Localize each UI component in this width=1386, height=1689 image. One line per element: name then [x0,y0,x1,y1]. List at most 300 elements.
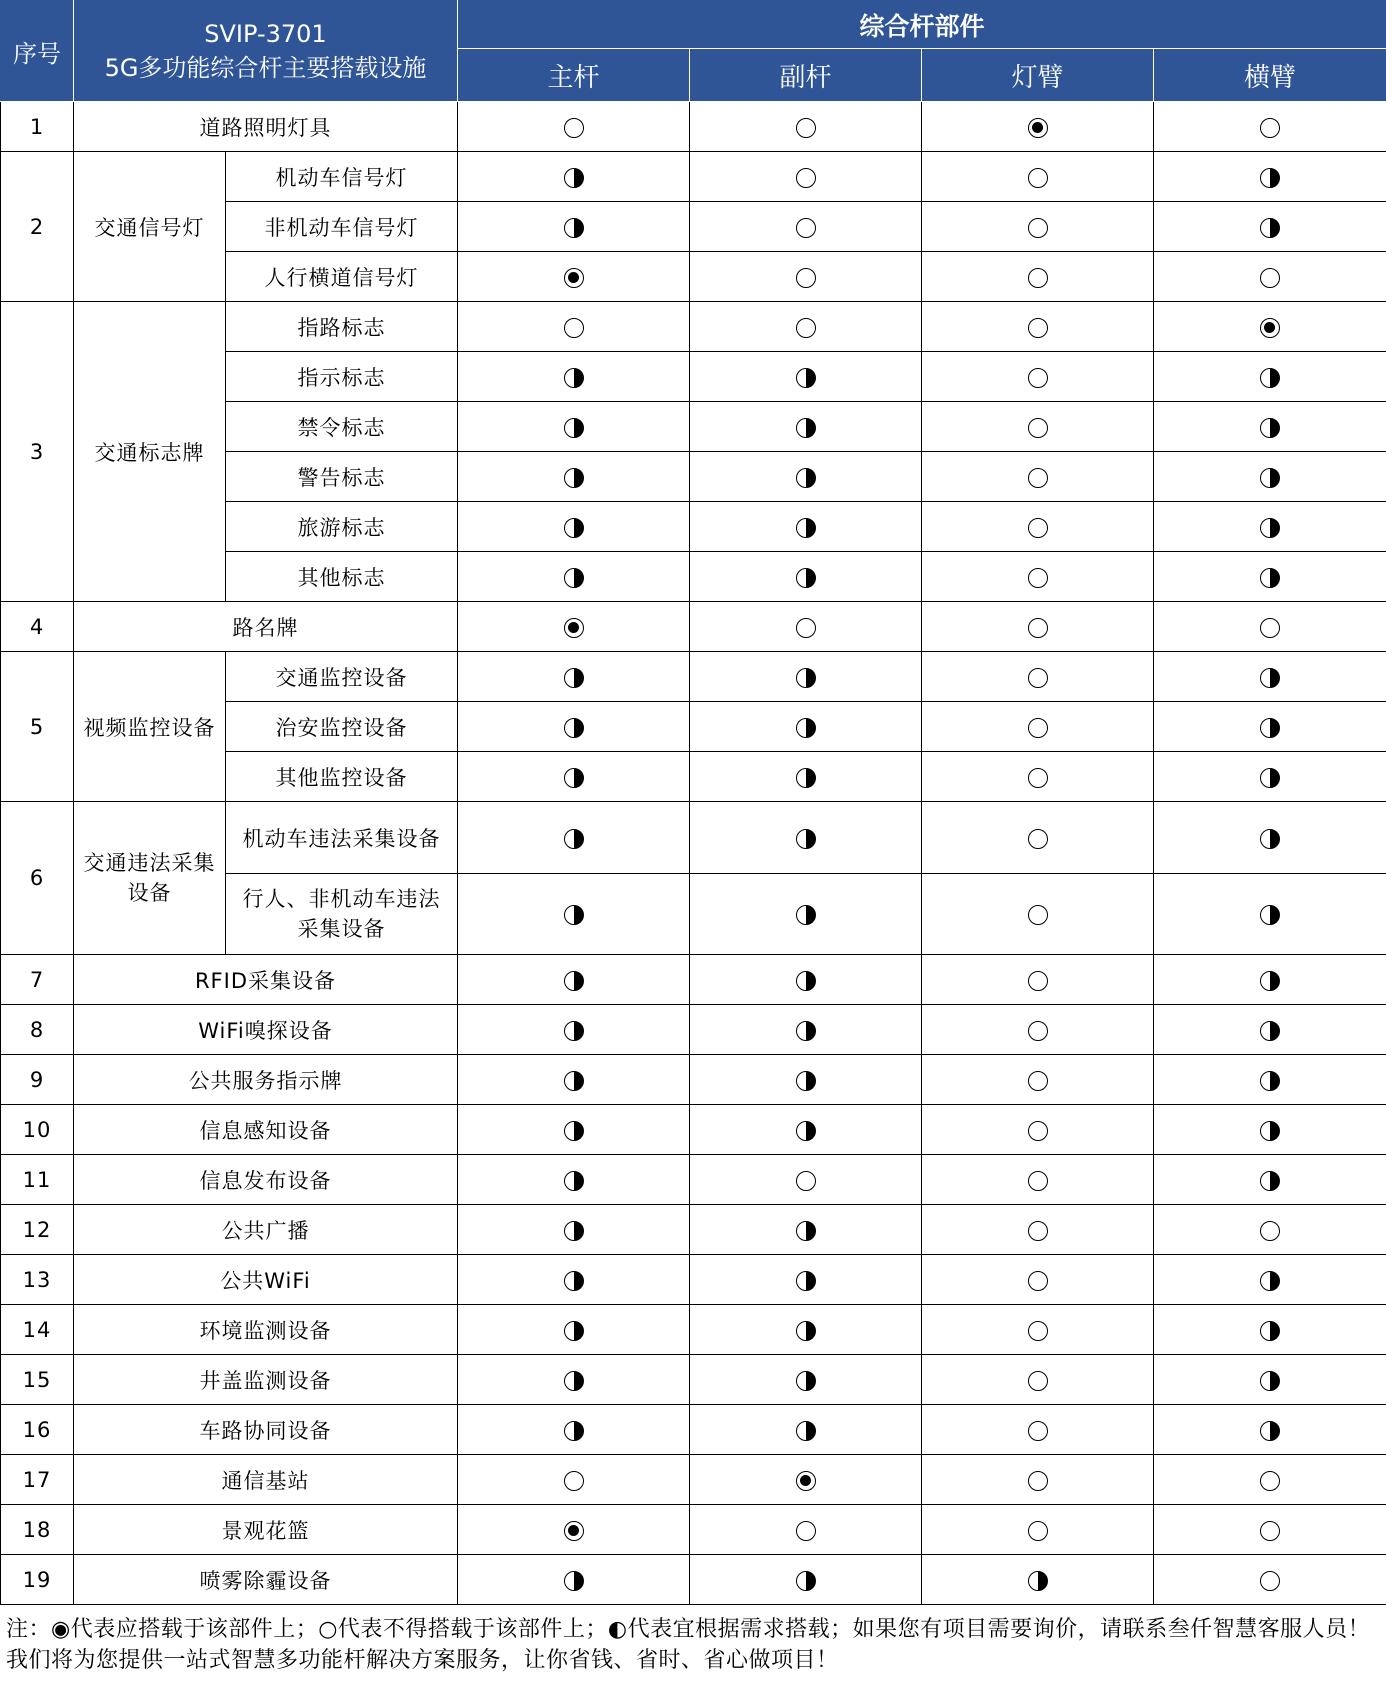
mount-optional-icon [796,1571,816,1591]
mount-optional-icon [796,1121,816,1141]
mark-cell-sub-pole [690,1505,922,1555]
group-name [74,802,226,955]
mount-forbidden-icon [1260,1471,1280,1491]
mount-optional-icon [796,1221,816,1241]
mark-cell-lamp-arm [922,702,1154,752]
row-seq: 1 [1,102,74,152]
row-seq: 7 [1,955,74,1005]
mount-forbidden-icon [564,118,584,138]
mount-forbidden-icon [1028,1421,1048,1441]
mount-optional-icon [796,768,816,788]
row-name: 井盖监测设备 [74,1355,458,1405]
sub-name: 治安监控设备 [226,702,458,752]
mark-cell-lamp-arm [922,102,1154,152]
row-name: 环境监测设备 [74,1305,458,1355]
mount-forbidden-icon [1028,268,1048,288]
mark-cell-main-pole [458,552,690,602]
mark-cell-lamp-arm [922,752,1154,802]
mark-cell-lamp-arm [922,1355,1154,1405]
mark-cell-main-pole [458,955,690,1005]
mark-cell-cross-arm [1154,1555,1386,1605]
row-seq: 2 [1,152,74,302]
mount-forbidden-icon [1028,829,1048,849]
mark-cell-sub-pole [690,1005,922,1055]
mark-cell-lamp-arm [922,1105,1154,1155]
row-seq: 17 [1,1455,74,1505]
mark-cell-cross-arm [1154,102,1386,152]
table-row [1,1255,1386,1305]
sub-name: 旅游标志 [226,502,458,552]
row-name: 公共广播 [74,1205,458,1255]
mount-optional-icon [564,168,584,188]
row-seq: 19 [1,1555,74,1605]
mount-optional-icon [796,568,816,588]
mount-forbidden-icon [1260,268,1280,288]
header-col-sub-pole: 副杆 [690,49,922,102]
mark-cell-cross-arm [1154,702,1386,752]
table-row [1,1005,1386,1055]
mount-forbidden-icon [1260,1521,1280,1541]
row-seq: 10 [1,1105,74,1155]
mark-cell-main-pole [458,874,690,955]
mark-cell-main-pole [458,452,690,502]
mark-cell-sub-pole [690,252,922,302]
mount-forbidden-icon [796,618,816,638]
table-row [1,1505,1386,1555]
mount-optional-icon [564,829,584,849]
mark-cell-sub-pole [690,1455,922,1505]
mark-cell-cross-arm [1154,452,1386,502]
mark-cell-sub-pole [690,752,922,802]
mount-optional-icon [1260,518,1280,538]
mark-cell-sub-pole [690,402,922,452]
row-name: 路名牌 [74,602,458,652]
mark-cell-cross-arm [1154,502,1386,552]
header-title-line2: 5G多功能综合杆主要搭载设施 [104,54,427,82]
mark-cell-sub-pole [690,955,922,1005]
mount-forbidden-icon [1028,468,1048,488]
mount-optional-icon [796,718,816,738]
mark-cell-sub-pole [690,602,922,652]
header-group: 综合杆部件 [458,1,1386,49]
mount-optional-icon [796,1271,816,1291]
table-row [1,102,1386,152]
sub-name: 警告标志 [226,452,458,502]
mark-cell-sub-pole [690,1555,922,1605]
mark-cell-main-pole [458,302,690,352]
row-seq: 8 [1,1005,74,1055]
mount-forbidden-icon [1028,568,1048,588]
group-name-line1: 交通违法采集 [83,851,216,875]
mount-optional-icon [1260,1071,1280,1091]
row-name: 车路协同设备 [74,1405,458,1455]
mark-cell-cross-arm [1154,202,1386,252]
mount-optional-icon [1260,768,1280,788]
table-row [1,1205,1386,1255]
mark-cell-lamp-arm [922,1405,1154,1455]
mark-cell-cross-arm [1154,802,1386,874]
group-name: 视频监控设备 [74,652,226,802]
mount-optional-icon [1260,468,1280,488]
mount-optional-icon [1260,1321,1280,1341]
header-seq: 序号 [1,1,74,102]
mount-optional-icon [1260,1121,1280,1141]
mount-forbidden-icon [1028,1471,1048,1491]
mount-optional-icon [1260,568,1280,588]
mark-cell-main-pole [458,152,690,202]
mount-optional-icon [1260,218,1280,238]
mount-optional-icon [796,1371,816,1391]
table-row [1,1455,1386,1505]
row-name: 景观花篮 [74,1505,458,1555]
sub-name: 机动车违法采集设备 [226,802,458,874]
row-seq: 3 [1,302,74,602]
sub-name: 交通监控设备 [226,652,458,702]
mark-cell-cross-arm [1154,1405,1386,1455]
mark-cell-lamp-arm [922,802,1154,874]
mark-cell-cross-arm [1154,1355,1386,1405]
mark-cell-sub-pole [690,202,922,252]
table-row [1,1105,1386,1155]
mark-cell-sub-pole [690,1055,922,1105]
mark-cell-main-pole [458,1005,690,1055]
mount-forbidden-icon [1028,368,1048,388]
row-name: 公共WiFi [74,1255,458,1305]
row-seq: 6 [1,802,74,955]
mark-cell-lamp-arm [922,652,1154,702]
mark-cell-cross-arm [1154,752,1386,802]
table-row [1,152,1386,202]
table-row [1,302,1386,352]
mount-forbidden-icon [1028,1171,1048,1191]
mark-cell-cross-arm [1154,402,1386,452]
mount-optional-icon [796,418,816,438]
mark-cell-main-pole [458,1055,690,1105]
row-name: 喷雾除霾设备 [74,1555,458,1605]
mount-forbidden-icon [1028,1521,1048,1541]
sub-name: 非机动车信号灯 [226,202,458,252]
mark-cell-lamp-arm [922,202,1154,252]
mount-optional-icon [564,1271,584,1291]
mark-cell-main-pole [458,1505,690,1555]
sub-name-line2: 采集设备 [297,917,386,941]
mark-cell-sub-pole [690,502,922,552]
mark-cell-cross-arm [1154,1505,1386,1555]
mount-optional-icon [564,971,584,991]
sub-name: 人行横道信号灯 [226,252,458,302]
sub-name: 其他监控设备 [226,752,458,802]
mark-cell-cross-arm [1154,652,1386,702]
mount-forbidden-icon [1028,1271,1048,1291]
mark-cell-main-pole [458,602,690,652]
table-row [1,1305,1386,1355]
header-title-line1: SVIP-3701 [204,20,327,48]
mark-cell-lamp-arm [922,452,1154,502]
mount-optional-icon [564,718,584,738]
mount-forbidden-icon [796,168,816,188]
mark-cell-main-pole [458,502,690,552]
mount-optional-icon [1260,1371,1280,1391]
mark-cell-lamp-arm [922,502,1154,552]
mount-optional-icon [564,518,584,538]
mount-forbidden-icon [796,1521,816,1541]
mount-optional-icon [564,668,584,688]
mount-optional-icon [1260,1271,1280,1291]
header-col-cross-arm: 横臂 [1154,49,1386,102]
mark-cell-sub-pole [690,652,922,702]
mark-cell-lamp-arm [922,1255,1154,1305]
row-seq: 9 [1,1055,74,1105]
mount-optional-icon [564,1571,584,1591]
row-seq: 15 [1,1355,74,1405]
mark-cell-main-pole [458,102,690,152]
mark-cell-main-pole [458,1455,690,1505]
mount-forbidden-icon [1028,168,1048,188]
footnote: 注：◉代表应搭载于该部件上；○代表不得搭载于该部件上；◐代表宜根据需求搭载；如果您有项目需要询价，请联系叁仟智慧客服人员！我们将为您提供一站式智慧多功能杆解决方案服务，让你省钱、省时、省心做项目！ [6,1617,1371,1673]
mount-forbidden-icon [1260,618,1280,638]
mount-optional-icon [564,1121,584,1141]
mark-cell-sub-pole [690,1255,922,1305]
mark-cell-main-pole [458,1255,690,1305]
mark-cell-lamp-arm [922,1205,1154,1255]
mount-optional-icon [796,1071,816,1091]
mark-cell-cross-arm [1154,352,1386,402]
mark-cell-main-pole [458,702,690,752]
mount-forbidden-icon [796,318,816,338]
mark-cell-sub-pole [690,302,922,352]
mount-forbidden-icon [796,118,816,138]
mount-optional-icon [564,1021,584,1041]
mount-forbidden-icon [1260,1571,1280,1591]
mount-forbidden-icon [1028,668,1048,688]
mark-cell-main-pole [458,1305,690,1355]
mount-forbidden-icon [1028,518,1048,538]
mount-forbidden-icon [1028,718,1048,738]
mark-cell-main-pole [458,1405,690,1455]
mark-cell-sub-pole [690,352,922,402]
mark-cell-cross-arm [1154,602,1386,652]
mount-optional-icon [1260,1421,1280,1441]
mount-forbidden-icon [796,268,816,288]
row-name: WiFi嗅探设备 [74,1005,458,1055]
row-seq: 11 [1,1155,74,1205]
mount-required-icon [796,1471,816,1491]
header-col-main-pole: 主杆 [458,49,690,102]
mark-cell-lamp-arm [922,1555,1154,1605]
mount-optional-icon [796,468,816,488]
mark-cell-lamp-arm [922,1155,1154,1205]
mount-optional-icon [796,829,816,849]
mark-cell-main-pole [458,252,690,302]
row-name: 信息发布设备 [74,1155,458,1205]
mount-optional-icon [564,905,584,925]
sub-name: 指示标志 [226,352,458,402]
mark-cell-lamp-arm [922,1055,1154,1105]
table-row [1,1555,1386,1605]
mark-cell-main-pole [458,1155,690,1205]
mark-cell-main-pole [458,752,690,802]
row-name: 道路照明灯具 [74,102,458,152]
mark-cell-cross-arm [1154,874,1386,955]
mark-cell-cross-arm [1154,152,1386,202]
mount-optional-icon [1260,1021,1280,1041]
mount-forbidden-icon [564,318,584,338]
mark-cell-cross-arm [1154,1205,1386,1255]
mount-optional-icon [564,468,584,488]
mount-optional-icon [1260,368,1280,388]
mark-cell-main-pole [458,1105,690,1155]
mark-cell-sub-pole [690,1405,922,1455]
mark-cell-lamp-arm [922,1305,1154,1355]
header-col-lamp-arm: 灯臂 [922,49,1154,102]
mount-optional-icon [564,418,584,438]
mount-forbidden-icon [1028,318,1048,338]
mount-optional-icon [1260,829,1280,849]
mark-cell-cross-arm [1154,552,1386,602]
mount-optional-icon [564,1421,584,1441]
mark-cell-sub-pole [690,102,922,152]
row-seq: 12 [1,1205,74,1255]
mount-forbidden-icon [1028,618,1048,638]
mount-forbidden-icon [1028,905,1048,925]
row-name: 公共服务指示牌 [74,1055,458,1105]
mark-cell-cross-arm [1154,1455,1386,1505]
group-name: 交通信号灯 [74,152,226,302]
sub-name: 其他标志 [226,552,458,602]
mount-forbidden-icon [796,1171,816,1191]
mark-cell-main-pole [458,1205,690,1255]
row-seq: 5 [1,652,74,802]
mark-cell-sub-pole [690,1205,922,1255]
mount-optional-icon [564,368,584,388]
mark-cell-lamp-arm [922,352,1154,402]
mount-required-icon [564,1521,584,1541]
mount-optional-icon [796,1321,816,1341]
group-name-line2: 设备 [127,881,172,905]
mark-cell-lamp-arm [922,402,1154,452]
mark-cell-sub-pole [690,152,922,202]
mount-optional-icon [796,668,816,688]
mount-forbidden-icon [1028,1021,1048,1041]
mount-optional-icon [1260,1171,1280,1191]
mount-required-icon [564,618,584,638]
mount-optional-icon [1260,168,1280,188]
mount-optional-icon [1260,418,1280,438]
mark-cell-main-pole [458,802,690,874]
mark-cell-cross-arm [1154,1055,1386,1105]
mark-cell-cross-arm [1154,1005,1386,1055]
row-name: RFID采集设备 [74,955,458,1005]
mark-cell-cross-arm [1154,1155,1386,1205]
mount-forbidden-icon [1028,418,1048,438]
mount-optional-icon [1260,905,1280,925]
mount-optional-icon [564,1321,584,1341]
mark-cell-lamp-arm [922,302,1154,352]
mount-optional-icon [564,1371,584,1391]
mark-cell-lamp-arm [922,252,1154,302]
mark-cell-cross-arm [1154,1105,1386,1155]
table-row [1,602,1386,652]
table-row [1,1055,1386,1105]
mark-cell-sub-pole [690,1355,922,1405]
mount-optional-icon [564,1171,584,1191]
mark-cell-lamp-arm [922,152,1154,202]
mark-cell-main-pole [458,652,690,702]
table-row [1,1405,1386,1455]
mark-cell-cross-arm [1154,1305,1386,1355]
mount-optional-icon [564,768,584,788]
mark-cell-sub-pole [690,874,922,955]
mark-cell-lamp-arm [922,602,1154,652]
mount-required-icon [1260,318,1280,338]
mark-cell-lamp-arm [922,1505,1154,1555]
mark-cell-main-pole [458,1355,690,1405]
mount-forbidden-icon [1028,971,1048,991]
mount-forbidden-icon [564,1471,584,1491]
mark-cell-sub-pole [690,552,922,602]
mount-forbidden-icon [1028,1371,1048,1391]
mount-forbidden-icon [1260,118,1280,138]
header-title [74,1,458,102]
table-row [1,1355,1386,1405]
mount-forbidden-icon [1260,1221,1280,1241]
table-row [1,652,1386,702]
mount-optional-icon [564,568,584,588]
mount-optional-icon [796,905,816,925]
mount-optional-icon [564,218,584,238]
mark-cell-lamp-arm [922,874,1154,955]
mount-optional-icon [1260,718,1280,738]
mount-optional-icon [796,368,816,388]
mark-cell-lamp-arm [922,955,1154,1005]
mark-cell-sub-pole [690,702,922,752]
mount-optional-icon [1260,971,1280,991]
sub-name: 机动车信号灯 [226,152,458,202]
row-name: 通信基站 [74,1455,458,1505]
mount-forbidden-icon [796,218,816,238]
mark-cell-main-pole [458,402,690,452]
mount-forbidden-icon [1028,1321,1048,1341]
mount-optional-icon [1028,1571,1048,1591]
row-seq: 13 [1,1255,74,1305]
mount-optional-icon [564,1221,584,1241]
mark-cell-sub-pole [690,1305,922,1355]
table-row [1,802,1386,874]
mount-optional-icon [796,1421,816,1441]
mark-cell-sub-pole [690,452,922,502]
sub-name [226,874,458,955]
mark-cell-main-pole [458,352,690,402]
mount-forbidden-icon [1028,768,1048,788]
table-row [1,1155,1386,1205]
mount-optional-icon [564,1071,584,1091]
row-seq: 16 [1,1405,74,1455]
row-seq: 4 [1,602,74,652]
mount-optional-icon [796,518,816,538]
mark-cell-lamp-arm [922,1005,1154,1055]
mark-cell-main-pole [458,202,690,252]
mount-required-icon [1028,118,1048,138]
row-name: 信息感知设备 [74,1105,458,1155]
row-seq: 18 [1,1505,74,1555]
mount-forbidden-icon [1028,218,1048,238]
mark-cell-lamp-arm [922,552,1154,602]
sub-name: 指路标志 [226,302,458,352]
mount-optional-icon [796,1021,816,1041]
mark-cell-sub-pole [690,1105,922,1155]
group-name: 交通标志牌 [74,302,226,602]
sub-name-line1: 行人、非机动车违法 [242,887,441,911]
